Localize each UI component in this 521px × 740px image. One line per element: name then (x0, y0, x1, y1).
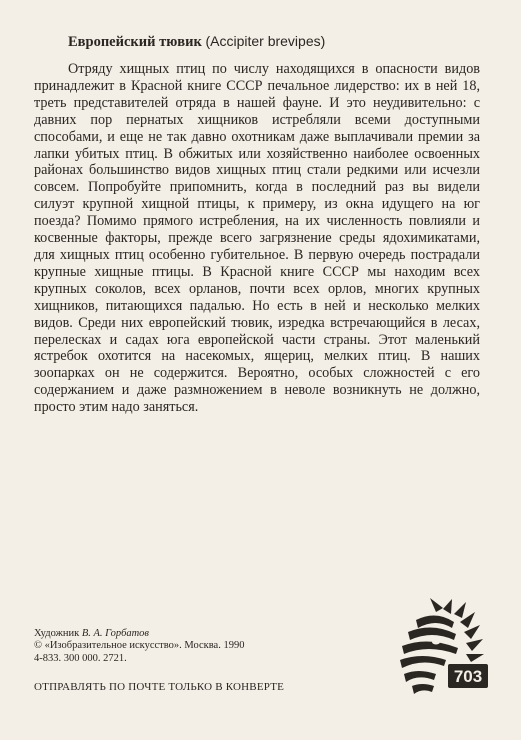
logo-number: 703 (453, 667, 483, 686)
zebra-head-icon (396, 598, 490, 698)
mail-instruction: ОТПРАВЛЯТЬ ПО ПОЧТЕ ТОЛЬКО В КОНВЕРТЕ (34, 681, 285, 693)
print-code: 4-833. 300 000. 2721. (34, 652, 127, 664)
article-body (34, 61, 480, 416)
artist-name: В. А. Горбатов (81, 628, 149, 639)
article-paragraph: Отряду хищных птиц по числу находящихся в опасности видов принадлежит в Красной книге СССР печальное лидерство: их в ней 18, треть представителей отряда в нашей фауне. И это неудивительно: с давних пор пернатых хищников истребляли всеми доступными способами, и еще не так давно охотникам даже выплачивали премии за лапки убитых птиц. В обжитых или хозяйственно наиболее освоенных районах большинство видов хищных птиц стали редкими или исчезли совсем. Попробуйте припомнить, когда в последний раз вы видели силуэт крупной хищной птицы, к примеру, из окна идущего на юг поезда? Помимо прямого истребления, на их численность повлияли и косвенные факторы, прежде всего загрязнение среды ядохимикатами, для хищных птиц особенно губительное. В первую очередь пострадали крупные хищные птицы. В Красной книге СССР мы находим всех крупных соколов, всех орланов, почти всех орлов, многих крупных хищников, питающихся падалью. Но есть в ней и несколько мелких видов. Среди них европейский тювик, изредка встречающийся в лесах, перелесках и садах юга европейской части страны. Этот маленький ястребок охотится на насекомых, ящериц, мелких птиц. В наших зоопарках он не содержится. Вероятно, особых сложностей с его содержанием и даже размножением в неволе возникнуть не должно, просто этим надо заняться. (34, 61, 480, 416)
artist-label: Художник (34, 628, 80, 639)
species-name: Европейский тювик (68, 34, 202, 50)
credits (34, 628, 334, 665)
copyright-line: © «Изобразительное искусство». Москва. 1990 (34, 640, 245, 652)
artist-line (34, 628, 334, 640)
species-latin-name: (Accipiter brevipes) (205, 33, 326, 49)
page-title (68, 32, 478, 51)
